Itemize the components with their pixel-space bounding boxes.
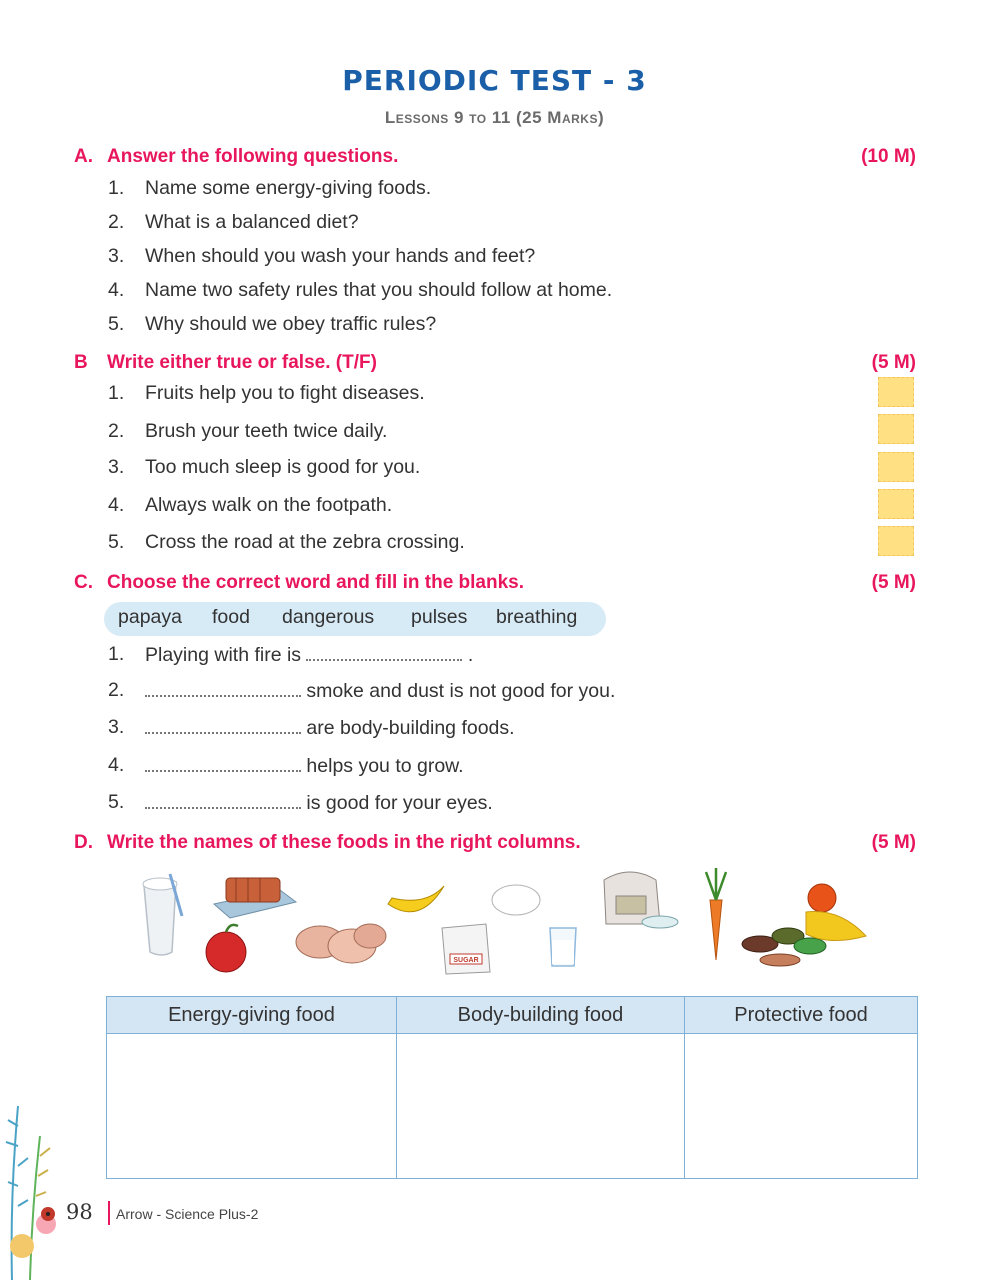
answer-cell-protective[interactable] bbox=[685, 1034, 918, 1179]
question-number: 4. bbox=[108, 494, 125, 516]
section-marks: (5 M) bbox=[871, 832, 916, 853]
egg-icon bbox=[492, 885, 540, 915]
question-text: Name two safety rules that you should follow at home. bbox=[145, 279, 613, 301]
question-text bbox=[145, 791, 493, 815]
food-illustrations bbox=[130, 860, 870, 978]
curd-cup-icon bbox=[143, 874, 182, 955]
blank-line[interactable] bbox=[145, 716, 301, 734]
question-number: 3. bbox=[108, 245, 125, 267]
question-number: 3. bbox=[108, 716, 125, 738]
question-text: Name some energy-giving foods. bbox=[145, 177, 432, 199]
section-b-heading bbox=[74, 352, 916, 378]
column-energy-giving: Energy-giving food bbox=[107, 997, 397, 1034]
flower-decoration-icon bbox=[0, 1096, 70, 1280]
column-body-building: Body-building food bbox=[396, 997, 684, 1034]
section-letter: B bbox=[74, 352, 88, 373]
question-number: 4. bbox=[108, 754, 125, 776]
sugar-bag-icon bbox=[442, 924, 490, 974]
word-bank-item: food bbox=[212, 606, 250, 628]
question-text: Why should we obey traffic rules? bbox=[145, 313, 437, 335]
question-text bbox=[145, 643, 473, 667]
section-title: Write either true or false. (T/F) bbox=[107, 352, 377, 373]
section-title: Write the names of these foods in the right columns. bbox=[107, 832, 581, 853]
question-text-after: helps you to grow. bbox=[306, 755, 464, 777]
question-text-after: are body-building foods. bbox=[306, 717, 515, 739]
milk-glass-icon bbox=[550, 928, 576, 966]
word-bank-item: pulses bbox=[411, 606, 468, 628]
question-number: 4. bbox=[108, 279, 125, 301]
section-letter: A. bbox=[74, 146, 93, 167]
question-number: 1. bbox=[108, 643, 125, 665]
question-text: Always walk on the footpath. bbox=[145, 494, 393, 516]
question-number: 2. bbox=[108, 211, 125, 233]
blank-line[interactable] bbox=[145, 754, 301, 772]
blank-line[interactable] bbox=[145, 791, 301, 809]
question-text-after: . bbox=[467, 644, 474, 666]
question-text: What is a balanced diet? bbox=[145, 211, 359, 233]
page-number: 98 bbox=[66, 1200, 93, 1224]
section-d-heading bbox=[74, 832, 916, 858]
word-bank-item: breathing bbox=[496, 606, 578, 628]
footer-divider bbox=[108, 1201, 110, 1225]
question-text: Brush your teeth twice daily. bbox=[145, 420, 388, 442]
answer-box-b5[interactable] bbox=[878, 526, 914, 556]
question-text bbox=[145, 679, 615, 703]
answer-box-b4[interactable] bbox=[878, 489, 914, 519]
question-text bbox=[145, 716, 515, 740]
section-marks: (5 M) bbox=[871, 352, 916, 373]
question-number: 1. bbox=[108, 382, 125, 404]
section-marks: (5 M) bbox=[871, 572, 916, 593]
section-title: Choose the correct word and fill in the blanks. bbox=[107, 572, 525, 593]
answer-cell-energy[interactable] bbox=[107, 1034, 397, 1179]
word-bank-item: dangerous bbox=[282, 606, 375, 628]
question-number: 5. bbox=[108, 531, 125, 553]
answer-box-b1[interactable] bbox=[878, 377, 914, 407]
section-title: Answer the following questions. bbox=[107, 146, 399, 167]
flour-sack-icon bbox=[604, 872, 678, 928]
carrot-icon bbox=[706, 868, 726, 960]
book-title: Arrow - Science Plus-2 bbox=[116, 1206, 259, 1222]
blank-line[interactable] bbox=[145, 679, 301, 697]
question-number: 5. bbox=[108, 313, 125, 335]
word-bank-item: papaya bbox=[118, 606, 182, 628]
question-text: When should you wash your hands and feet? bbox=[145, 245, 536, 267]
sugar-label: SUGAR bbox=[453, 957, 479, 964]
section-letter: D. bbox=[74, 832, 93, 853]
lentils-icon bbox=[806, 884, 866, 941]
question-number: 2. bbox=[108, 420, 125, 442]
section-letter: C. bbox=[74, 572, 93, 593]
food-columns-table bbox=[106, 996, 918, 1179]
question-text: Cross the road at the zebra crossing. bbox=[145, 531, 465, 553]
question-text-after: is good for your eyes. bbox=[306, 792, 493, 814]
apple-icon bbox=[206, 925, 246, 972]
blank-line[interactable] bbox=[306, 643, 462, 661]
question-text bbox=[145, 754, 464, 778]
section-c-heading bbox=[74, 572, 916, 598]
question-text-after: smoke and dust is not good for you. bbox=[306, 680, 616, 702]
answer-box-b3[interactable] bbox=[878, 452, 914, 482]
question-text: Fruits help you to fight diseases. bbox=[145, 382, 425, 404]
question-number: 2. bbox=[108, 679, 125, 701]
word-bank bbox=[104, 602, 606, 636]
answer-cell-body-building[interactable] bbox=[396, 1034, 684, 1179]
section-marks: (10 M) bbox=[861, 146, 916, 167]
question-number: 3. bbox=[108, 456, 125, 478]
potatoes-icon bbox=[296, 924, 386, 963]
page-title: PERIODIC TEST - 3 bbox=[342, 64, 647, 97]
banana-icon bbox=[388, 886, 444, 912]
column-protective: Protective food bbox=[685, 997, 918, 1034]
page-subtitle: Lessons 9 to 11 (25 Marks) bbox=[384, 108, 605, 127]
question-text-before: Playing with fire is bbox=[145, 644, 302, 666]
section-a-heading bbox=[74, 146, 916, 172]
answer-box-b2[interactable] bbox=[878, 414, 914, 444]
question-number: 1. bbox=[108, 177, 125, 199]
question-number: 5. bbox=[108, 791, 125, 813]
question-text: Too much sleep is good for you. bbox=[145, 456, 421, 478]
bread-icon bbox=[214, 878, 296, 918]
